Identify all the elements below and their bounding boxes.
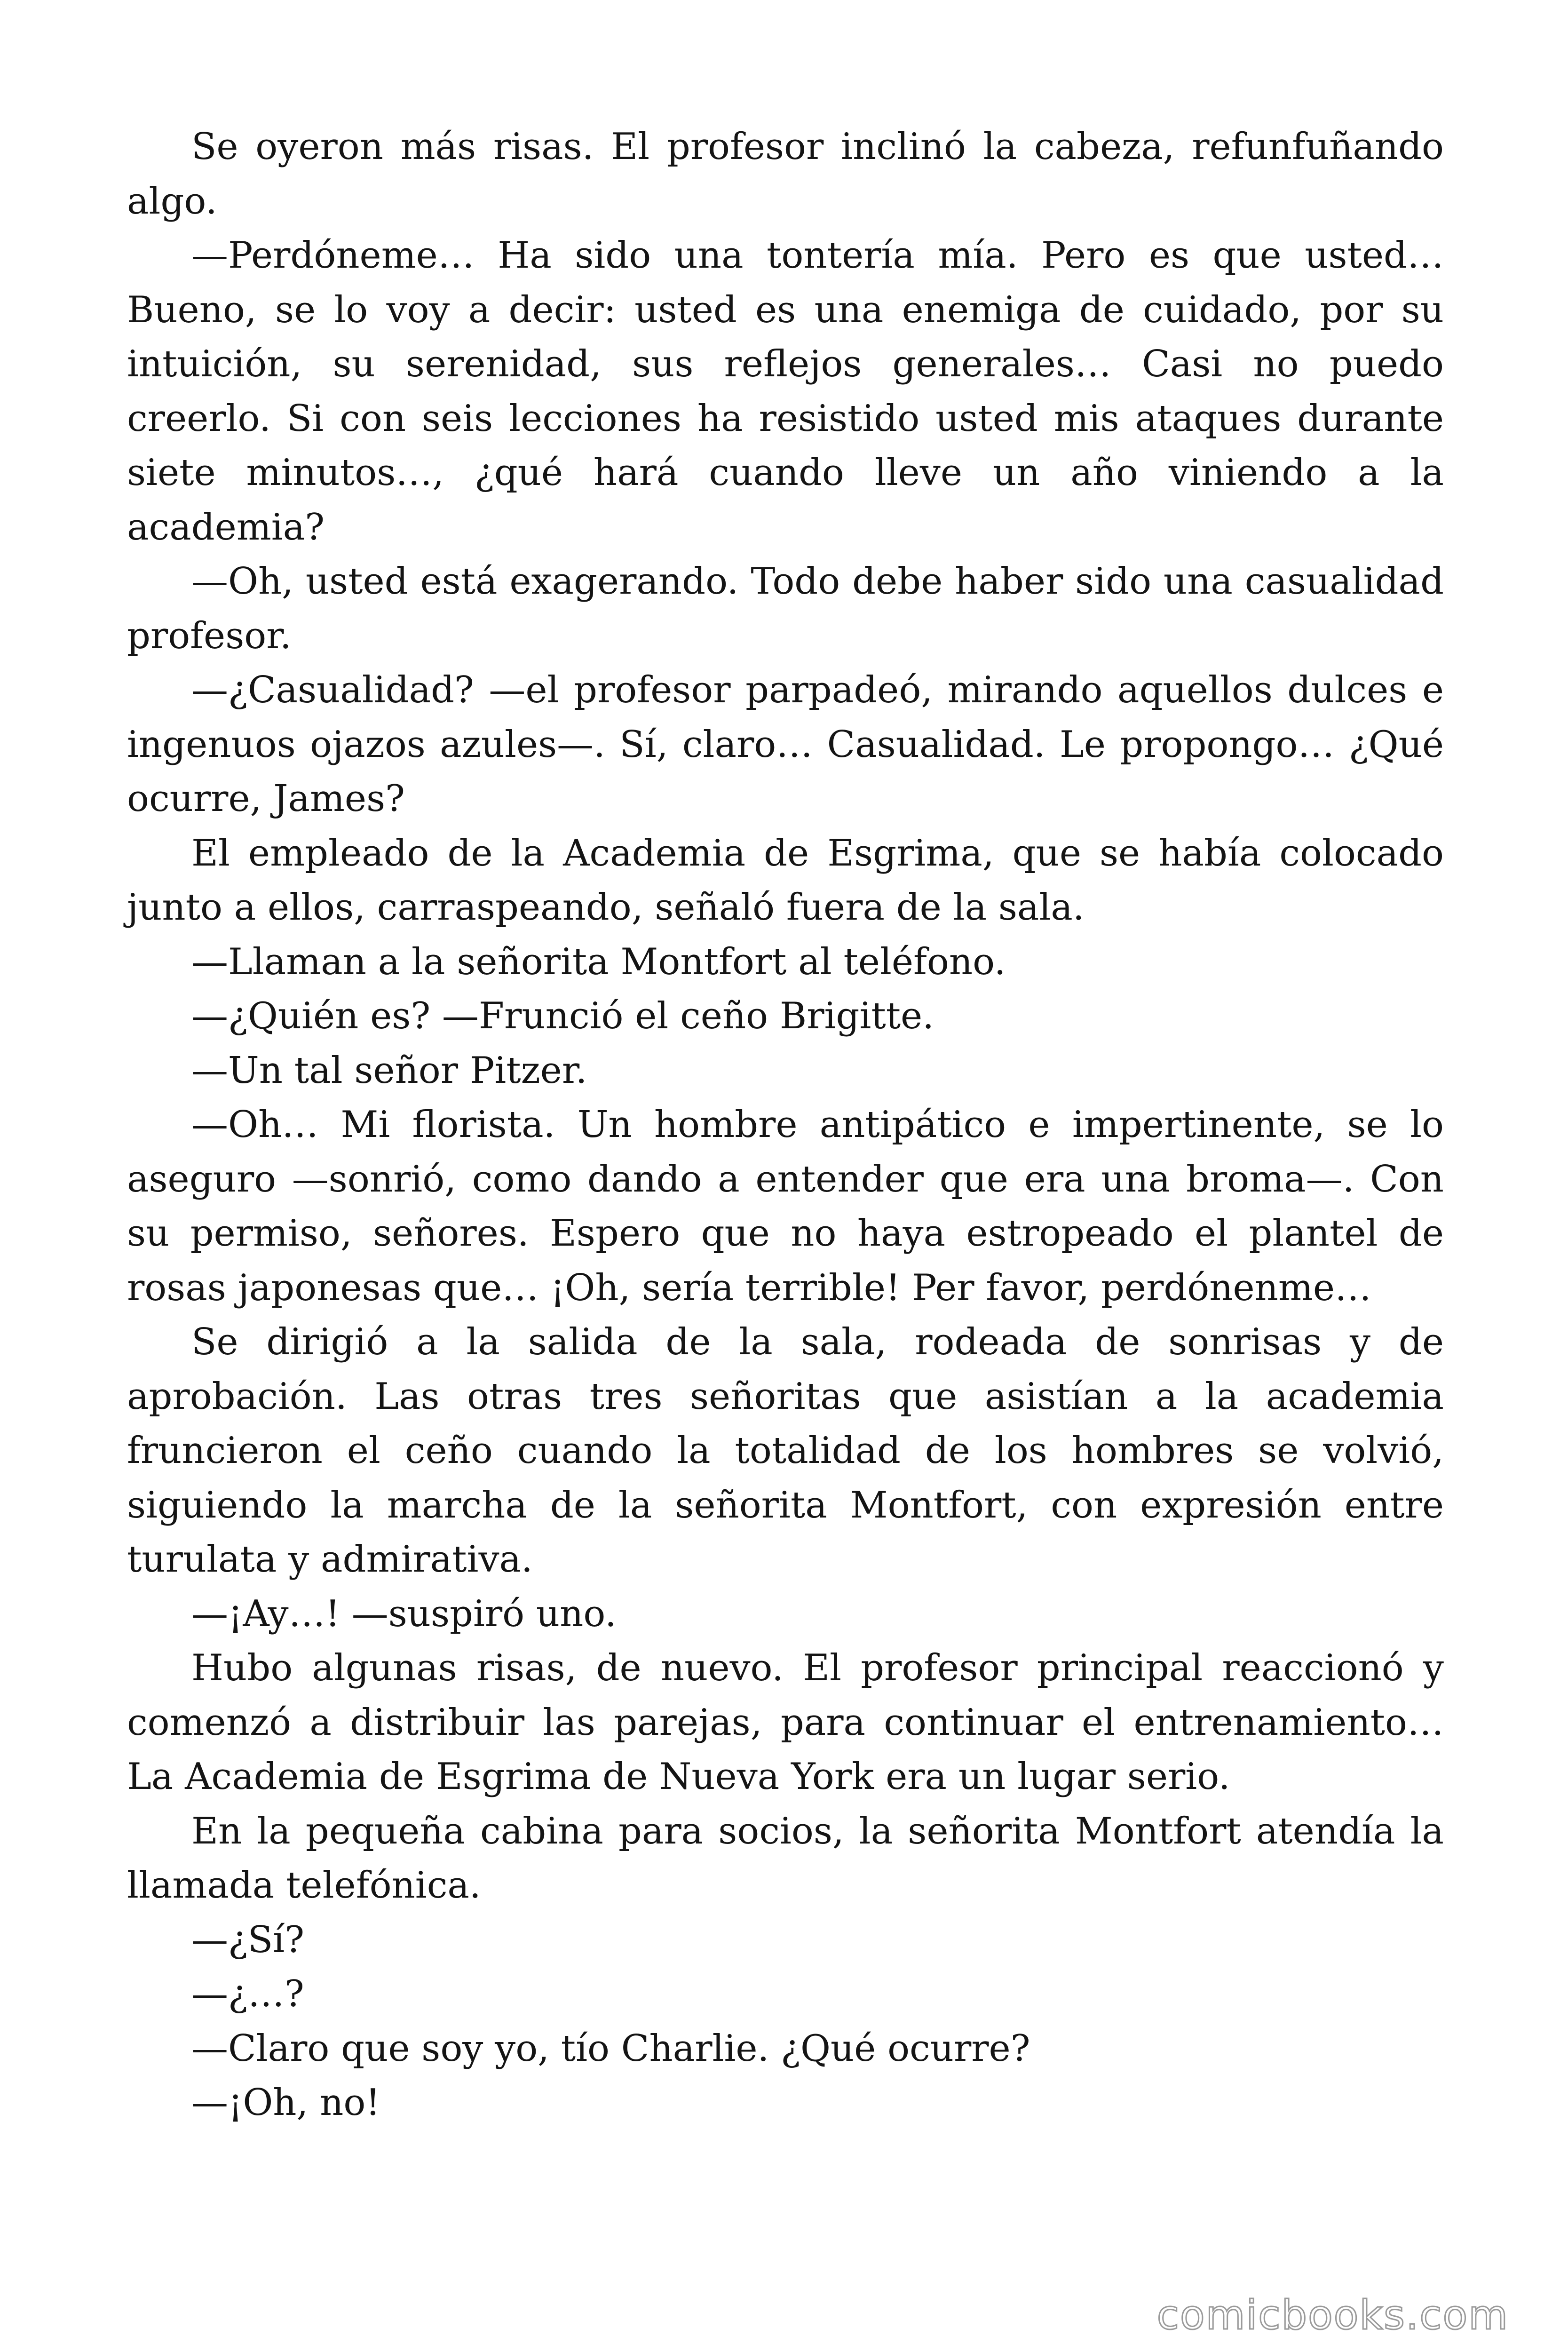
paragraph: —Perdóneme… Ha sido una tontería mía. Pero es que usted… Bueno, se lo voy a decir: usted es una enemiga de cuidado, por su intuición, su serenidad, sus reflejos generales… Casi no puedo creerlo. Si con seis lecciones ha resistido usted mis ataques durante siete minutos…, ¿qué hará cuando lleve un año viniendo a la academia? — [127, 234, 1444, 548]
paragraph: —¿Casualidad? —el profesor parpadeó, mirando aquellos dulces e ingenuos ojazos azules—. Sí, claro… Casualidad. Le propongo… ¿Qué ocurre, James? — [127, 669, 1444, 820]
paragraph: —Oh… Mi florista. Un hombre antipático e impertinente, se lo aseguro —sonrió, como dando a entender que era una broma—. Con su permiso, señores. Espero que no haya estropeado el plantel de rosas japonesas que… ¡Oh, sería terrible! Per favor, perdónenme… — [127, 1104, 1444, 1309]
paragraph: Se dirigió a la salida de la sala, rodeada de sonrisas y de aprobación. Las otras tres señoritas que asistían a la academia fruncieron el ceño cuando la totalidad de los hombres se volvió, siguiendo la marcha de la señorita Montfort, con expresión entre turulata y admirativa. — [127, 1321, 1444, 1581]
paragraph: El empleado de la Academia de Esgrima, que se había colocado junto a ellos, carraspeando, señaló fuera de la sala. — [127, 832, 1444, 929]
paragraph: —Oh, usted está exagerando. Todo debe haber sido una casualidad profesor. — [127, 560, 1444, 657]
watermark: comicbooks.com — [1156, 2292, 1509, 2339]
paragraph: —¿Quién es? —Frunció el ceño Brigitte. — [191, 995, 934, 1037]
paragraph: Hubo algunas risas, de nuevo. El profesor principal reaccionó y comenzó a distribuir las parejas, para continuar el entrenamiento… La Academia de Esgrima de Nueva York era un lugar serio. — [127, 1647, 1444, 1798]
paragraph: —¿Sí? — [191, 1918, 305, 1961]
paragraph: —¡Oh, no! — [191, 2082, 380, 2124]
paragraph: —Claro que soy yo, tío Charlie. ¿Qué ocurre? — [191, 2027, 1030, 2070]
page-text — [127, 120, 1444, 2130]
paragraph: —¡Ay…! —suspiró uno. — [191, 1592, 617, 1635]
paragraph: En la pequeña cabina para socios, la señorita Montfort atendía la llamada telefónica. — [127, 1810, 1444, 1907]
paragraph: —¿…? — [191, 1973, 304, 2015]
paragraph: —Llaman a la señorita Montfort al teléfono. — [191, 940, 1006, 983]
paragraph: Se oyeron más risas. El profesor inclinó la cabeza, refunfuñando algo. — [127, 126, 1444, 222]
paragraph: —Un tal señor Pitzer. — [191, 1049, 587, 1092]
